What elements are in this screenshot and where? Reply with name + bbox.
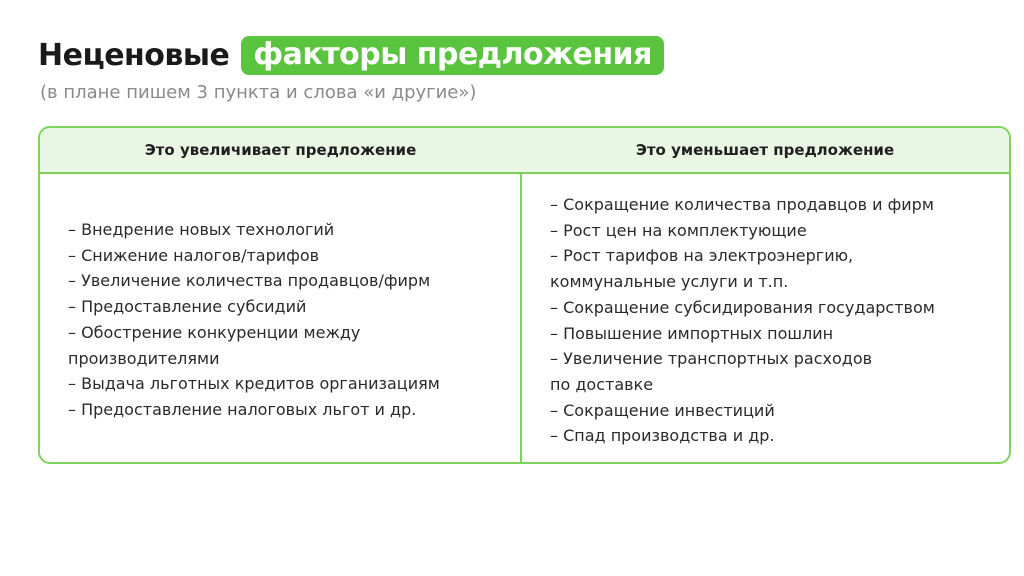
list-item: по доставке <box>550 374 654 394</box>
header-increase: Это увеличивает предложение <box>144 141 417 159</box>
table-body-row <box>40 174 1009 464</box>
decrease-factors-list <box>522 174 1009 464</box>
list-item: – Внедрение новых технологий <box>68 220 335 239</box>
list-item: – Выдача льготных кредитов организациям <box>68 374 440 394</box>
table-header-row <box>40 128 1009 174</box>
list-item: – Снижение налогов/тарифов <box>68 245 320 265</box>
list-item: – Повышение импортных пошлин <box>550 323 834 343</box>
list-item: производителями <box>68 348 220 368</box>
list-item: – Увеличение количества продавцов/фирм <box>68 271 431 291</box>
list-item: коммунальные услуги и т.п. <box>550 272 789 292</box>
page-title <box>38 34 664 76</box>
list-item: – Рост цен на комплектующие <box>550 220 807 240</box>
factors-table <box>38 126 1011 464</box>
list-item: – Сокращение количества продавцов и фирм <box>550 195 934 214</box>
list-item: – Предоставление налоговых льгот и др. <box>68 399 417 419</box>
list-item: – Обострение конкуренции между <box>68 322 361 342</box>
title-plain-text: Неценовые <box>38 37 230 73</box>
list-item: – Сокращение субсидирования государством <box>550 297 935 317</box>
page-subtitle: (в плане пишем 3 пункта и слова «и другие») <box>40 82 477 103</box>
list-item: – Предоставление субсидий <box>68 297 307 317</box>
increase-factors-list <box>40 174 520 464</box>
list-item: – Спад производства и др. <box>550 426 775 446</box>
list-item: – Увеличение транспортных расходов <box>550 349 873 369</box>
list-item: – Рост тарифов на электроэнергию, <box>550 246 854 266</box>
list-item: – Сокращение инвестиций <box>550 400 775 420</box>
header-decrease: Это уменьшает предложение <box>635 141 895 159</box>
title-highlight-badge: факторы предложения <box>241 36 664 75</box>
